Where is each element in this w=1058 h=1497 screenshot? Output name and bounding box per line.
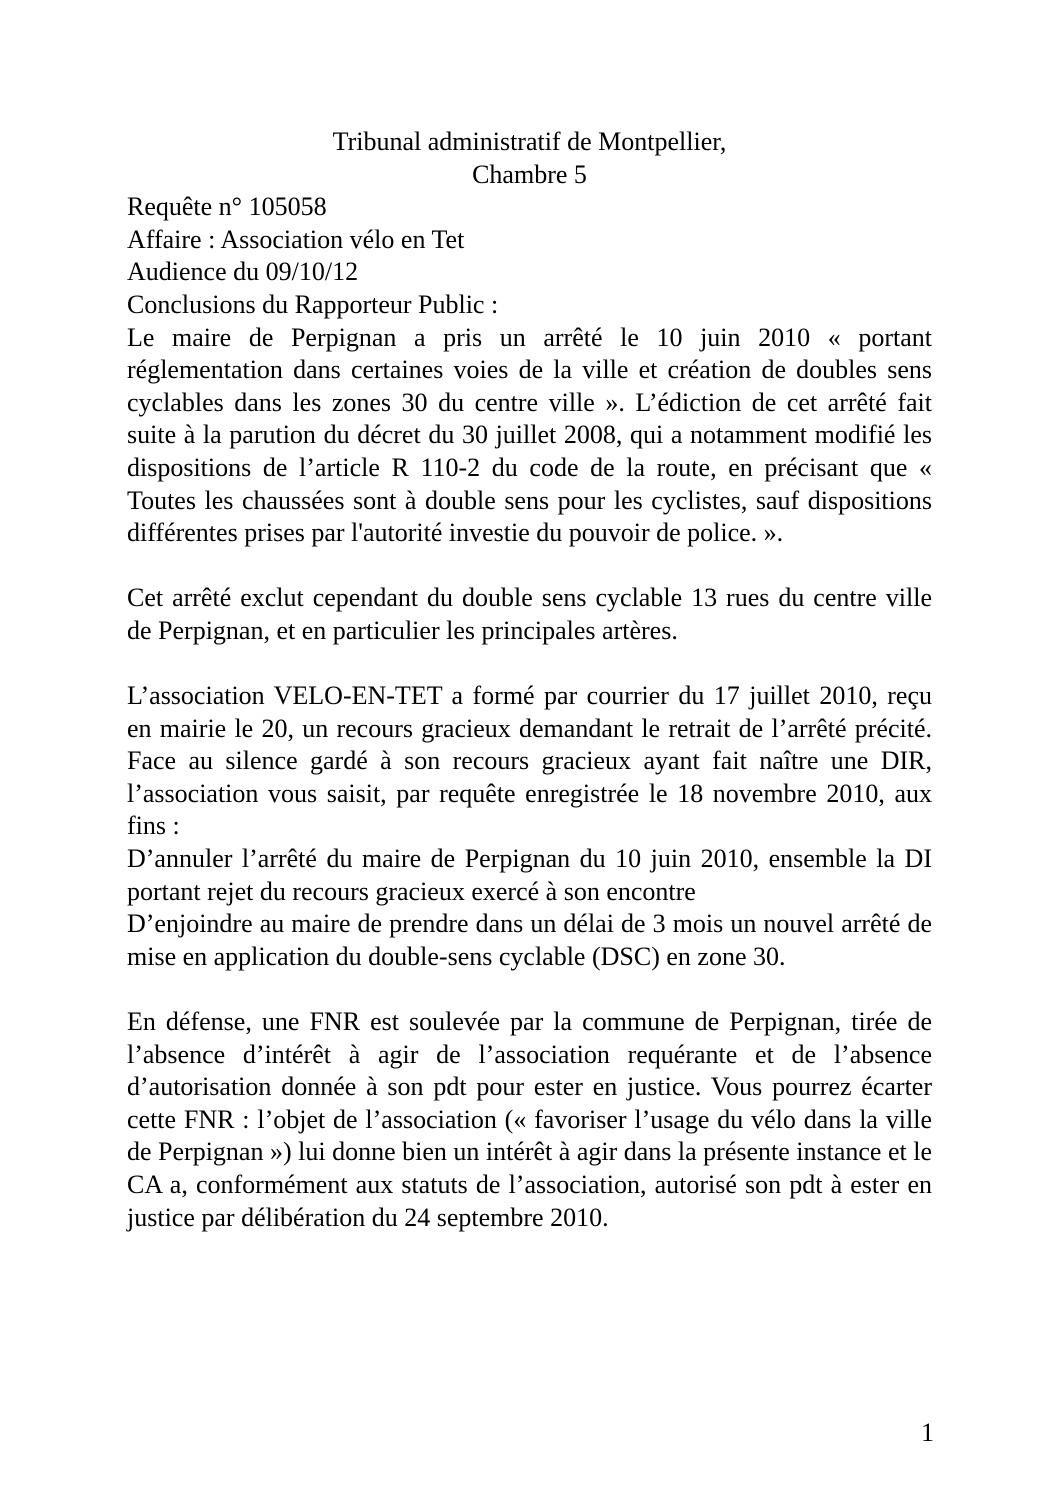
paragraph-gap (127, 973, 932, 1006)
hearing-date: Audience du 09/10/12 (127, 257, 359, 287)
paragraph-enjoindre: D’enjoindre au maire de prendre dans un délai de 3 mois un nouvel arrêté de mise en application du double-sens cyclable (DSC) en zone 30. (127, 909, 932, 971)
chamber-name: Chambre 5 (472, 159, 587, 189)
page-number: 1 (921, 1418, 934, 1447)
court-name: Tribunal administratif de Montpellier, (332, 127, 727, 156)
paragraph-exclusion: Cet arrêté exclut cependant du double sens cyclable 13 rues du centre ville de Perpignan, et en particulier les principales artères. (127, 583, 932, 645)
document-body (127, 126, 932, 1234)
request-number: Requête n° 105058 (127, 192, 327, 222)
paragraph-defense: En défense, une FNR est soulevée par la commune de Perpignan, tirée de l’absence d’intérêt à agir de l’association requérante et de l’absence d’autorisation donnée à son pdt pour ester en justice. Vous pourrez écarter cette FNR : l’objet de l’association (« favoriser l’usage du vélo dans la ville de Perpignan ») lui donne bien un intérêt à agir dans la présente instance et le CA a, conformément aux statuts de l’association, autorisé son pdt à ester en justice par délibération du 24 septembre 2010. (127, 1007, 932, 1232)
paragraph-arrete: Le maire de Perpignan a pris un arrêté le 10 juin 2010 « portant réglementation dans certaines voies de la ville et création de doubles sens cyclables dans les zones 30 du centre ville ». L’édiction de cet arrêté fait suite à la parution du décret du 30 juillet 2008, qui a notamment modifié les dispositions de l’article R 110-2 du code de la route, en précisant que « Toutes les chaussées sont à double sens pour les cyclistes, sauf dispositions différentes prises par l'autorité investie du pouvoir de police. ». (127, 322, 932, 548)
paragraph-recours: L’association VELO-EN-TET a formé par courrier du 17 juillet 2010, reçu en mairie le 20, un recours gracieux demandant le retrait de l’arrêté précité. Face au silence gardé à son recours gracieux ayant fait naître une DIR, l’association vous saisit, par requête enregistrée le 18 novembre 2010, aux fins : (127, 681, 932, 841)
paragraph-gap (127, 648, 932, 681)
conclusions-title: Conclusions du Rapporteur Public : (127, 289, 499, 319)
paragraph-annuler: D’annuler l’arrêté du maire de Perpignan du 10 juin 2010, ensemble la DI portant rejet du recours gracieux exercé à son encontre (127, 844, 932, 906)
paragraph-gap (127, 550, 932, 583)
affair-title: Affaire : Association vélo en Tet (127, 224, 465, 254)
